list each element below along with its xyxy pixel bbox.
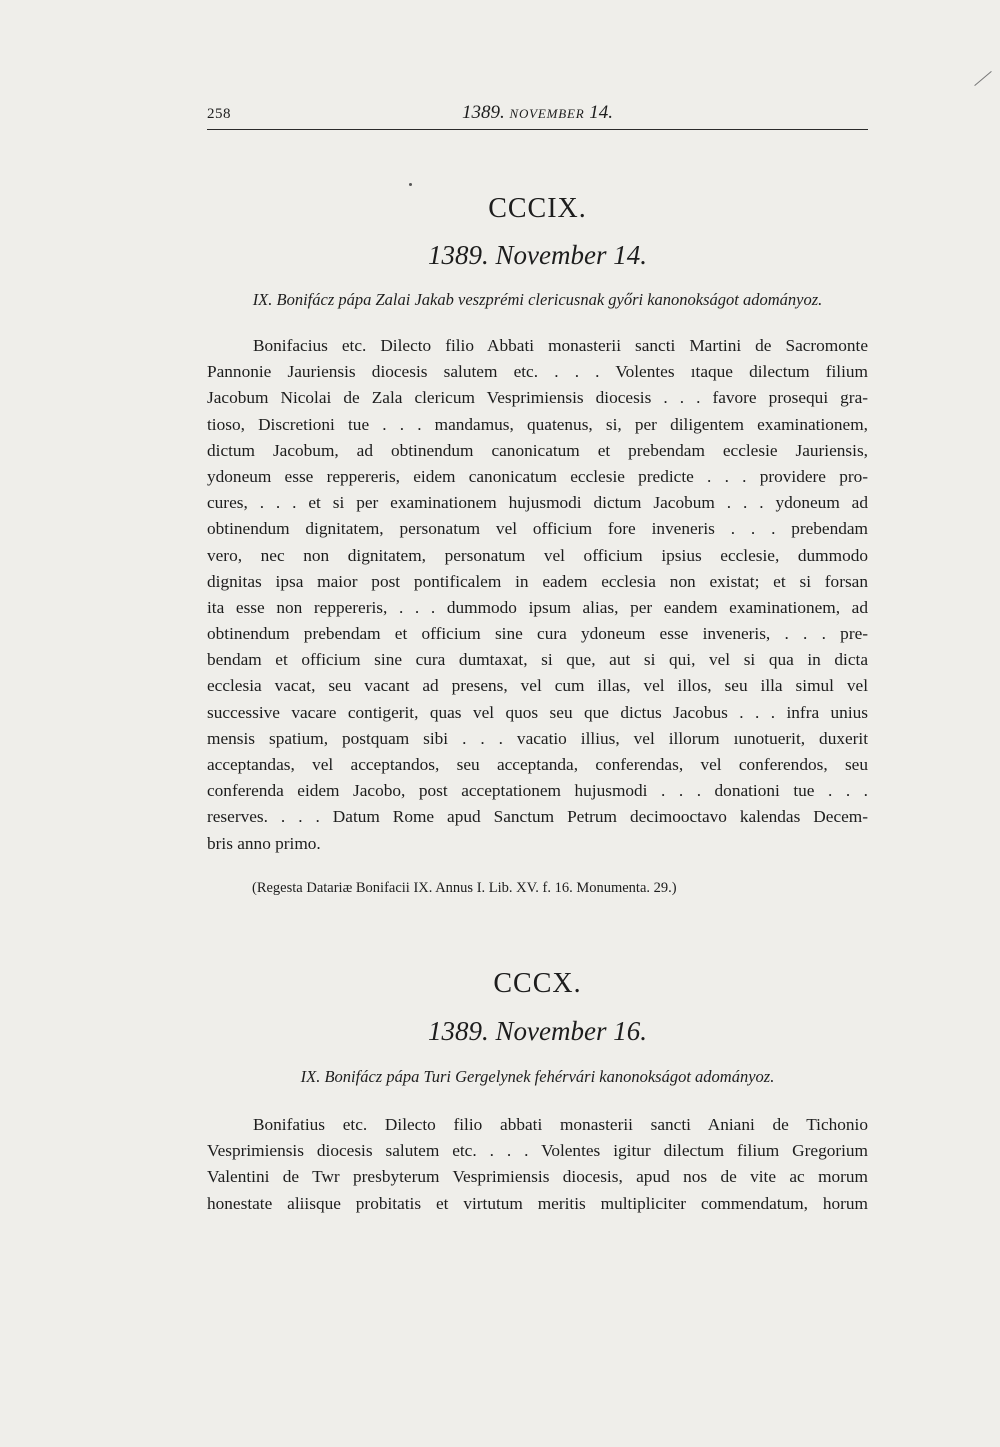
body-line: obtinendum prebendam et officium sine cura ydoneum esse inveneris, . . . pre- (207, 624, 868, 644)
body-line: acceptandas, vel acceptandos, seu acceptanda, conferendas, vel conferendos, seu (207, 755, 868, 774)
document-body (207, 1112, 868, 1217)
running-title-month: NOVEMBER (509, 106, 585, 121)
body-line: Vesprimiensis diocesis salutem etc. . . . Volentes igitur dilectum filium Gregorium (207, 1141, 868, 1161)
source-citation: (Regesta Datariæ Bonifacii IX. Annus I. Lib. XV. f. 16. Monumenta. 29.) (252, 880, 677, 896)
running-title-year: 1389. (462, 102, 505, 123)
page-number: 258 (207, 106, 231, 122)
body-line: dictum Jacobum, ad obtinendum canonicatum et prebendam ecclesie Jauriensis, (207, 440, 868, 460)
body-line: Valentini de Twr presbyterum Vesprimiensis diocesis, apud nos de vite ac morum (207, 1167, 868, 1187)
body-line: bris anno primo. (207, 833, 321, 853)
body-line: vero, nec non dignitatem, personatum vel officium ipsius ecclesie, dummodo (207, 545, 868, 565)
ink-dot (409, 183, 412, 186)
body-line: Bonifatius etc. Dilecto filio abbati monasterii sancti Aniani de Tichonio (253, 1115, 868, 1134)
body-line: ita esse non reppereris, . . . dummodo ipsum alias, per eandem examinationem, ad (207, 597, 868, 617)
document-body (207, 333, 868, 857)
body-line: obtinendum dignitatem, personatum vel officium fore inveneris . . . prebendam (207, 519, 868, 539)
body-line: cures, . . . et si per examinationem hujusmodi dictum Jacobum . . . ydoneum ad (207, 493, 868, 513)
document-number: CCCIX. (488, 193, 587, 224)
body-line: Jacobum Nicolai de Zala clericum Vesprimiensis diocesis . . . favore prosequi gra- (207, 388, 868, 408)
body-line: tioso, Discretioni tue . . . mandamus, quatenus, si, per diligentem examinationem, (207, 414, 868, 434)
document-date: 1389. November 16. (428, 1016, 647, 1046)
document-number: CCCX. (493, 968, 582, 999)
document-summary: IX. Bonifácz pápa Zalai Jakab veszprémi clericusnak győri kanonokságot adományoz. (252, 290, 823, 309)
body-line: mensis spatium, postquam sibi . . . vacatio illius, vel illorum ıunotuerit, duxerit (207, 728, 868, 748)
body-line: dignitas ipsa maior post pontificalem in eadem ecclesia non existat; et si forsan (207, 571, 868, 591)
running-title-day: 14. (589, 102, 613, 123)
body-line: Pannonie Jauriensis diocesis salutem etc. . . . Volentes ıtaque dilectum filium (207, 362, 868, 382)
body-line: ecclesia vacat, seu vacant ad presens, vel cum illas, vel illos, seu illa simul vel (207, 676, 868, 696)
body-line: reserves. . . . Datum Rome apud Sanctum Petrum decimooctavo kalendas Decem- (207, 807, 868, 827)
document-summary: IX. Bonifácz pápa Turi Gergelynek fehérvári kanonokságot adományoz. (300, 1067, 775, 1086)
body-line: honestate aliisque probitatis et virtutum meritis multipliciter commendatum, horum (207, 1193, 868, 1213)
corner-mark (974, 71, 991, 86)
header-rule (207, 129, 868, 130)
body-line: ydoneum esse reppereris, eidem canonicatum ecclesie predicte . . . providere pro- (207, 466, 868, 486)
page-header (207, 104, 868, 130)
document-date: 1389. November 14. (428, 240, 647, 270)
body-line: Bonifacius etc. Dilecto filio Abbati monasterii sancti Martini de Sacromonte (253, 336, 868, 355)
body-line: bendam et officium sine cura dumtaxat, si que, aut si qui, vel si qua in dicta (207, 650, 868, 670)
body-line: successive vacare contigerit, quas vel quos seu que dictus Jacobus . . . infra unius (207, 702, 868, 722)
body-line: conferenda eidem Jacobo, post acceptationem hujusmodi . . . donationi tue . . . (207, 781, 868, 801)
running-title (207, 102, 868, 124)
